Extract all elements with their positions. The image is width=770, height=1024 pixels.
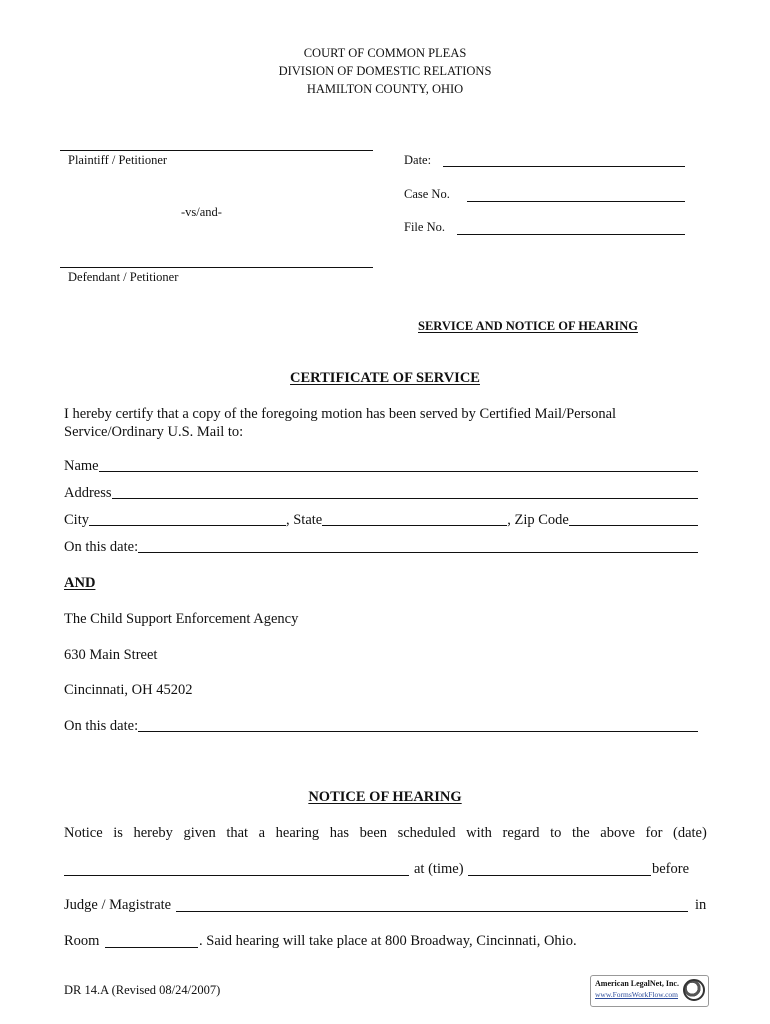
city-field[interactable]	[89, 524, 286, 526]
service-date-field[interactable]	[138, 551, 698, 553]
judge-field[interactable]	[176, 911, 688, 912]
zip-field[interactable]	[569, 524, 698, 526]
service-date-label: On this date:	[64, 539, 139, 555]
court-name: COURT OF COMMON PLEAS	[303, 46, 467, 60]
name-field[interactable]	[99, 470, 698, 472]
date-label: Date:	[404, 153, 432, 167]
notice-word: for	[645, 825, 663, 841]
state-field[interactable]	[322, 524, 507, 526]
notice-word: been	[359, 825, 388, 841]
at-time-label: at (time)	[414, 861, 464, 877]
form-id: DR 14.A (Revised 08/24/2007)	[64, 983, 221, 997]
notice-word: given	[183, 825, 216, 841]
notice-word: regard	[502, 825, 540, 841]
notice-word: hereby	[133, 825, 173, 841]
city-state-zip-row	[64, 512, 698, 529]
form-title: SERVICE AND NOTICE OF HEARING	[418, 319, 638, 333]
agency-name: The Child Support Enforcement Agency	[64, 611, 299, 627]
notice-word: is	[113, 825, 123, 841]
publisher-logo	[590, 975, 709, 1007]
case-no-field[interactable]	[467, 201, 685, 202]
notice-intro-line	[64, 825, 707, 842]
notice-word: a	[258, 825, 266, 841]
notice-word: the	[571, 825, 590, 841]
notice-word: (date)	[672, 825, 707, 841]
name-label: Name	[64, 458, 99, 474]
city-label: City	[64, 512, 89, 528]
logo-website[interactable]: www.FormsWorkFlow.com	[595, 990, 679, 999]
date-field[interactable]	[443, 166, 685, 167]
file-no-field[interactable]	[457, 234, 685, 235]
plaintiff-line[interactable]	[60, 150, 373, 151]
plaintiff-label: Plaintiff / Petitioner	[68, 153, 168, 167]
notice-word: hearing	[275, 825, 320, 841]
certificate-intro-line2: Service/Ordinary U.S. Mail to:	[64, 424, 244, 440]
state-label: , State	[285, 512, 323, 528]
notice-heading: NOTICE OF HEARING	[308, 789, 462, 805]
logo-company: American LegalNet, Inc.	[595, 979, 679, 988]
notice-word: has	[329, 825, 350, 841]
agency-date-row	[64, 718, 698, 735]
certificate-intro-line1: I hereby certify that a copy of the foregoing motion has been served by Certified Mail/Personal	[64, 406, 617, 422]
notice-word: scheduled	[397, 825, 456, 841]
agency-street: 630 Main Street	[64, 647, 158, 663]
address-field[interactable]	[112, 497, 698, 499]
notice-word: that	[226, 825, 249, 841]
before-label: before	[652, 861, 690, 877]
judge-row	[64, 897, 709, 917]
globe-icon	[683, 979, 705, 1001]
address-row	[64, 485, 698, 502]
in-label: in	[695, 897, 707, 913]
hearing-time-row	[64, 861, 709, 881]
notice-word: Notice	[64, 825, 103, 841]
case-no-label: Case No.	[404, 187, 450, 201]
county-name: HAMILTON COUNTY, OHIO	[306, 82, 464, 96]
file-no-label: File No.	[404, 220, 445, 234]
notice-word: above	[600, 825, 635, 841]
agency-date-label: On this date:	[64, 718, 139, 734]
defendant-label: Defendant / Petitioner	[68, 270, 179, 284]
hearing-date-field[interactable]	[64, 875, 409, 876]
address-label: Address	[64, 485, 112, 501]
judge-label: Judge / Magistrate	[64, 897, 172, 913]
agency-date-field[interactable]	[138, 730, 698, 732]
service-date-row	[64, 539, 698, 556]
notice-word: with	[466, 825, 492, 841]
name-row	[64, 458, 698, 475]
vs-label: -vs/and-	[181, 205, 222, 219]
certificate-heading: CERTIFICATE OF SERVICE	[290, 370, 480, 386]
and-label: AND	[64, 575, 96, 591]
zip-label: , Zip Code	[507, 512, 569, 528]
defendant-line[interactable]	[60, 267, 373, 268]
room-field[interactable]	[105, 947, 198, 948]
hearing-time-field[interactable]	[468, 875, 651, 876]
hearing-location-text: . Said hearing will take place at 800 Broadway, Cincinnati, Ohio.	[199, 933, 577, 949]
division-name: DIVISION OF DOMESTIC RELATIONS	[278, 64, 492, 78]
agency-city: Cincinnati, OH 45202	[64, 682, 193, 698]
room-label: Room	[64, 933, 100, 949]
notice-word: to	[550, 825, 562, 841]
room-row	[64, 933, 709, 953]
